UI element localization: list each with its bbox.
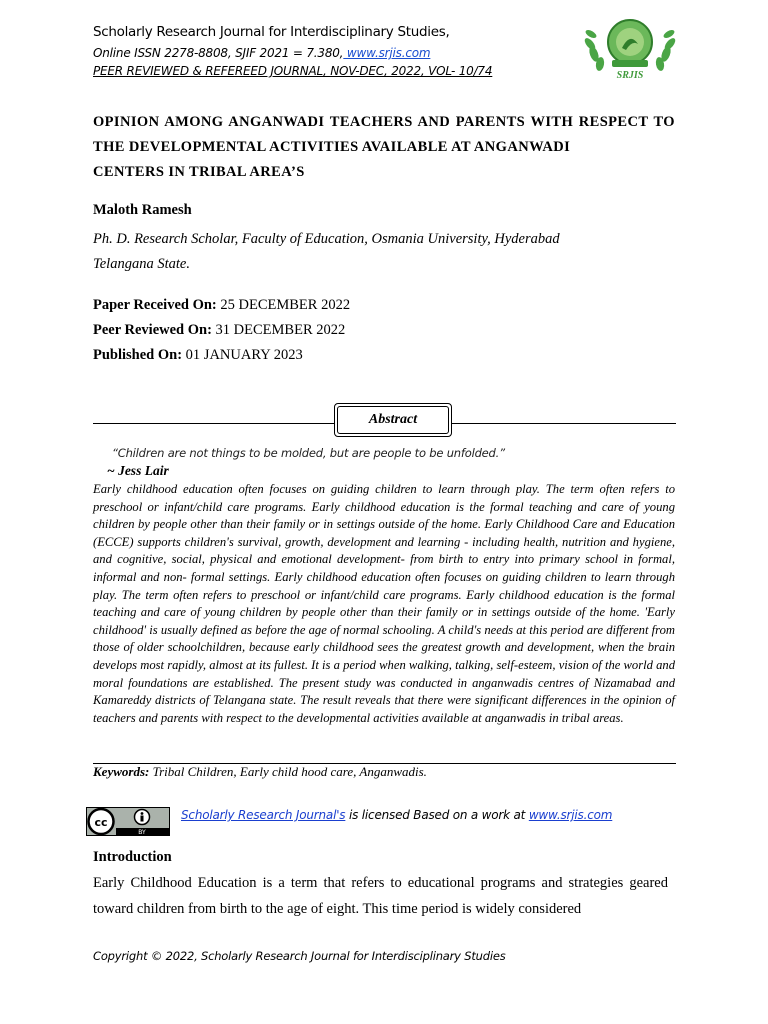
- reviewed-value: 31 DECEMBER 2022: [211, 322, 346, 338]
- received-value: 25 DECEMBER 2022: [216, 297, 351, 313]
- license-statement: [181, 808, 612, 822]
- author-name: Maloth Ramesh: [93, 202, 192, 218]
- epigraph-author: ~ Jess Lair: [107, 463, 169, 478]
- license-middle-text: is licensed Based on a work at: [345, 808, 529, 822]
- cc-by-text: BY: [138, 829, 146, 836]
- keywords-value: Tribal Children, Early child hood care, Anganwadis.: [149, 764, 427, 779]
- svg-text:cc: cc: [94, 816, 108, 829]
- reviewed-date: [93, 322, 345, 339]
- published-value: 01 JANUARY 2023: [182, 347, 303, 363]
- title-line-1: OPINION AMONG ANGANWADI TEACHERS AND PARENTS WITH RESPECT TO THE DEVELOPMENTAL ACTIVITIES AVAILABLE AT ANGANWADI: [93, 114, 675, 155]
- received-date: [93, 297, 350, 314]
- keywords: [93, 764, 675, 780]
- published-date: [93, 347, 303, 364]
- issn-line: [93, 46, 430, 60]
- published-label: Published On:: [93, 347, 183, 363]
- abstract-heading-box: [334, 403, 452, 437]
- reviewed-label: Peer Reviewed On:: [93, 322, 212, 338]
- title-line-2: CENTERS IN TRIBAL AREA’S: [93, 164, 305, 180]
- affiliation-line-2: Telangana State.: [93, 256, 190, 272]
- paper-title: [93, 110, 675, 185]
- abstract-body: Early childhood education often focuses on guiding children to learn through play. The term often refers to preschool or infant/child care programs. Early childhood education is the formal teaching and care of young children by people other than their family or in settings outside of the home. Early Childhood Care and Education (ECCE) supports children's survival, growth, development and learning - including health, nutrition and hygiene, and cognitive, social, physical and emotional development- from birth to entry into primary school in formal, informal and non- formal settings. Early childhood education often focuses on guiding children to learn through play. The term often refers to preschool or infant/child care programs. Early childhood education is the formal teaching and care of young children by people other than their family or in settings outside of the home. 'Early childhood' is usually defined as before the age of normal schooling. A child's needs at this period are different from those of older schoolchildren, because early childhood sees the greatest growth and development, when the brain develops most rapidly, almost at its fullest. It is a period when walking, talking, self-esteem, vision of the world and moral foundations are established. The present study was conducted in anganwadis centres of Nizamabad and Kamareddy districts of Telangana state. The result reveals that there were significant differences in the opinion of teachers and parents with respect to the developmental activities available at anganwadis in tribal areas.: [93, 482, 675, 725]
- copyright-footer: Copyright © 2022, Scholarly Research Journal for Interdisciplinary Studies: [93, 949, 506, 963]
- logo-text: SRJIS: [616, 70, 644, 80]
- abstract-rule-right: [452, 423, 676, 424]
- introduction-text: Early Childhood Education is a term that refers to educational programs and strategies geared toward children from birth to the age of eight. This time period is widely considered: [93, 875, 668, 917]
- abstract-rule-left: [93, 423, 334, 424]
- journal-logo: [582, 14, 678, 80]
- abstract-heading: Abstract: [368, 412, 418, 427]
- affiliation-line-1: Ph. D. Research Scholar, Faculty of Education, Osmania University, Hyderabad: [93, 231, 560, 247]
- epigraph-quote: “Children are not things to be molded, but are people to be unfolded.”: [112, 446, 505, 460]
- journal-license-link[interactable]: Scholarly Research Journal's: [181, 808, 346, 822]
- srjis-site-link[interactable]: www.srjis.com: [528, 808, 613, 822]
- introduction-heading: Introduction: [93, 849, 172, 865]
- keywords-label: Keywords:: [93, 764, 150, 779]
- received-label: Paper Received On:: [93, 297, 217, 313]
- issn-text: Online ISSN 2278-8808, SJIF 2021 = 7.380,: [93, 46, 344, 60]
- author-affiliation: [93, 227, 675, 277]
- review-line: PEER REVIEWED & REFEREED JOURNAL, NOV-DEC, 2022, VOL- 10/74: [93, 64, 493, 78]
- cc-by-license-icon[interactable]: [86, 807, 170, 836]
- journal-name: Scholarly Research Journal for Interdisciplinary Studies,: [93, 24, 450, 40]
- website-link[interactable]: www.srjis.com: [343, 46, 431, 60]
